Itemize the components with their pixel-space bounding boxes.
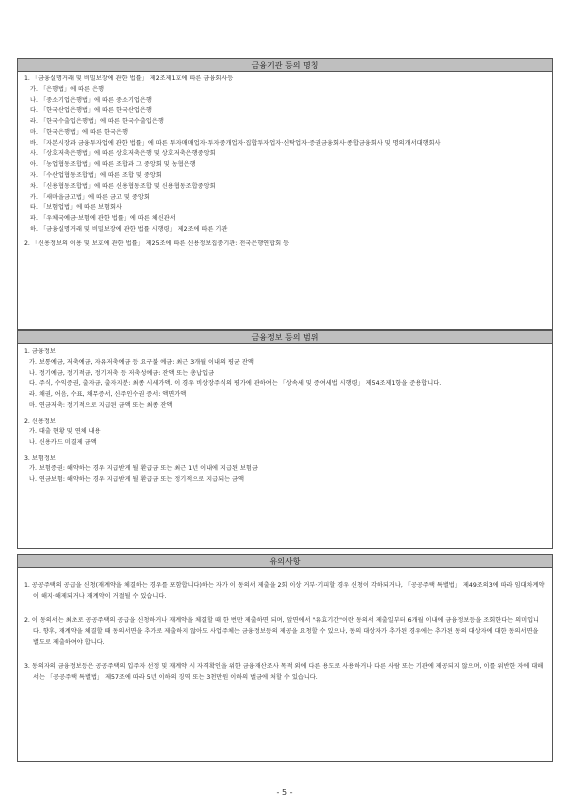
institution-item: 나. 「중소기업은행법」에 따른 중소기업은행 [30,96,152,104]
institution-item: 아. 「농업협동조합법」에 따른 조합과 그 중앙회 및 농협은행 [30,161,196,169]
institution-item: 사. 「상호저축은행법」에 따른 상호저축은행 및 상호저축은행중앙회 [30,150,216,158]
info-group-heading: 1. 금융정보 [24,348,56,355]
info-group-heading: 3. 보험정보 [24,454,56,462]
institution-item: 다. 「한국산업은행법」에 따른 한국산업은행 [30,107,152,115]
page-number: - 5 - [276,788,293,797]
institution-item: 차. 「신용협동조합법」에 따른 신용협동조합 및 신용협동조합중앙회 [30,182,216,190]
section-financial-scope [17,330,553,549]
notice-item: 1. 공공주택의 공급을 신청(재계약을 체결하는 경우를 포함합니다)하는 자가 이 동의서 제출을 2회 이상 거부·기피할 경우 신청이 각하되거나, 「공공주택 특별법」 제49조의3에 따라 임대차계약이 해지·해제되거나 재계약이 거절될 수 있습니다. [24,582,545,600]
info-group-item: 마. 연금저축: 정기적으로 지급된 금액 또는 최종 잔액 [29,401,173,409]
info-group-item: 가. 대출 현황 및 연체 내용 [29,428,101,436]
info-group [24,348,546,411]
financial-scope-box [17,344,553,549]
section-header-financial-scope: 금융정보 등의 범위 [17,330,553,344]
info-group-item: 나. 정기예금, 정기적금, 정기저축 등 저축성예금: 잔액 또는 총납입금 [29,369,215,377]
institution-item: 마. 「한국은행법」에 따른 한국은행 [30,128,128,136]
info-group-item: 나. 연금보험: 해약하는 경우 지급받게 될 환급금 또는 정기적으로 지급되는 금액 [29,476,244,484]
info-group [24,455,546,485]
institutions-box [17,72,553,330]
section-institutions [17,58,553,330]
info-group-item: 가. 보험증권: 해약하는 경우 지급받게 될 환급금 또는 최근 1년 이내에 지급된 보험금 [29,465,258,473]
institution-item: 타. 「보험업법」에 따른 보험회사 [30,204,122,212]
institution-item: 하. 「금융실명거래 및 비밀보장에 관한 법률 시행령」 제2조에 따른 기관 [30,225,228,233]
info-group-heading: 2. 신용정보 [24,417,56,425]
notice-item: 2. 이 동의서는 최초로 공공주택의 공급을 신청하거나 재계약을 체결할 때 한 번만 제출하면 되며, 앞면에서 "유효기간"이란 동의서 제출일부터 6개월 이내에 금융정보등을 조회한다는 의미입니다. 향후, 재계약을 체결할 때 동의서면을 추가로 제출하지 않아도 사업주체는 금융정보등의 제공을 요청할 수 있으나, 동의 대상자가 추가된 경우에는 추가된 동의 대상자에 대한 동의서면을 별도로 제출하여야 합니다. [24,617,540,646]
info-group-item: 라. 채권, 어음, 수표, 채무증서, 신주인수권 증서: 액면가액 [29,391,187,399]
info-group [24,418,546,448]
institution-item: 가. 「은행법」에 따른 은행 [30,85,105,93]
institution-item: 바. 「자본시장과 금융투자업에 관한 법률」에 따른 투자매매업자·투자중개업자·집합투자업자·신탁업자·증권금융회사·종합금융회사 및 명의개서대행회사 [30,139,441,147]
institutions-list [24,86,546,235]
notice-item: 3. 동의자의 금융정보등은 공공주택의 입주자 선정 및 재계약 시 자격확인을 위한 금융재산조사 목적 외에 다른 용도로 사용하거나 다른 사람 또는 기관에 제공되지 않으며, 이를 위반한 자에 대해서는 「공공주택 특별법」 제57조에 따라 5년 이하의 징역 또는 3천만원 이하의 벌금에 처할 수 있습니다. [24,663,544,681]
info-group-item: 가. 보통예금, 저축예금, 자유저축예금 등 요구불 예금: 최근 3개월 이내의 평균 잔액 [29,358,254,366]
section-header-notices: 유의사항 [17,554,553,568]
section-notices [17,554,553,762]
notices-box [17,568,553,762]
info-group-item: 나. 신용카드 미결제 금액 [29,439,97,447]
institution-item: 파. 「우체국예금·보험에 관한 법률」에 따른 체신관서 [30,215,176,223]
section-header-institutions: 금융기관 등의 명칭 [17,58,553,72]
institution-item: 카. 「새마을금고법」에 따른 금고 및 중앙회 [30,193,150,201]
institution-item: 라. 「한국수출입은행법」에 따른 한국수출입은행 [30,118,164,126]
info-group-item: 다. 주식, 수익증권, 출자금, 출자지분: 최종 시세가액. 이 경우 비상장주식의 평가에 관하여는 「상속세 및 증여세법 시행령」 제54조제1항을 준용합니다. [29,380,442,388]
institutions-item-2: 2. 「신용정보의 이용 및 보호에 관한 법률」 제25조에 따른 신용정보집중기관: 전국은행연합회 등 [24,239,290,247]
institution-item: 자. 「수산업협동조합법」에 따른 조합 및 중앙회 [30,172,162,180]
institutions-intro: 1. 「금융실명거래 및 비밀보장에 관한 법률」 제2조제1호에 따른 금융회사등 [24,75,234,82]
